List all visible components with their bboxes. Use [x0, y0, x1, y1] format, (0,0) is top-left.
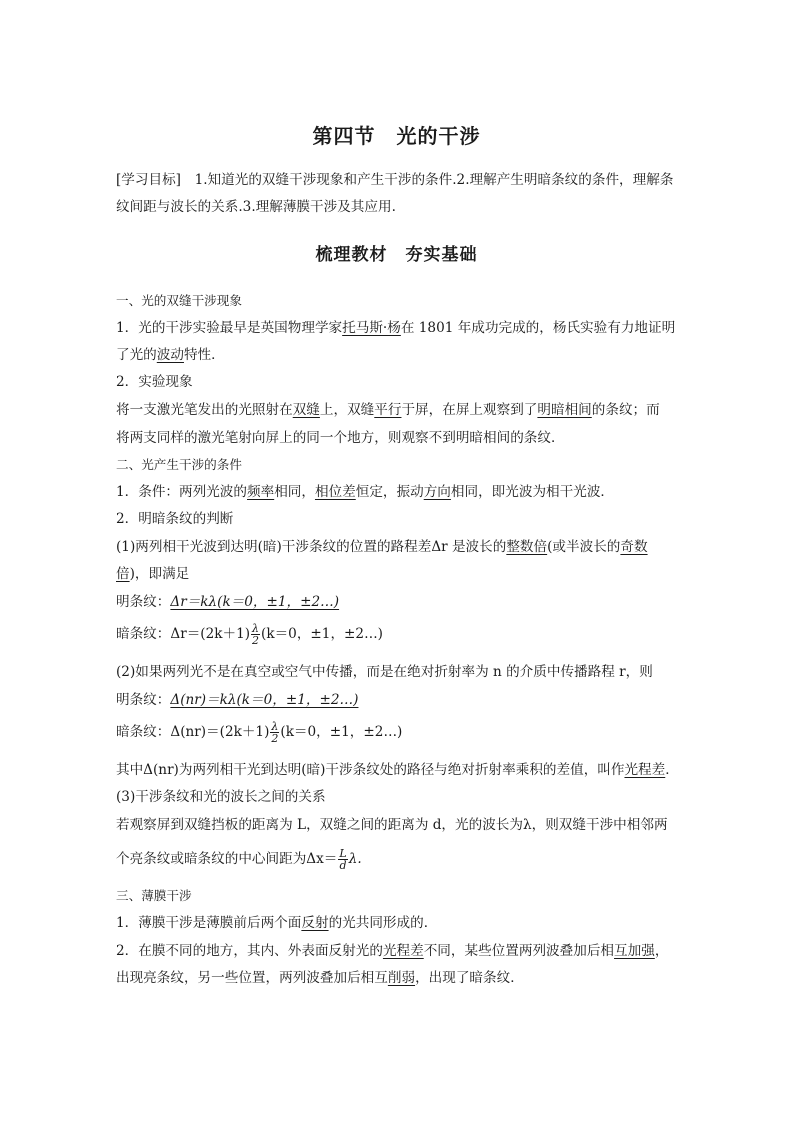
blank-answer: 平行 [374, 402, 402, 418]
fraction: $\frac{\lambda}{2}$ [252, 622, 260, 647]
learning-goals-line-2: 纹间距与波长的关系.3.理解薄膜干涉及其应用. [116, 199, 396, 215]
blank-answer: 奇数 [620, 539, 648, 555]
blank-answer: 倍 [116, 566, 130, 582]
paragraph-spacing-line-1: 若观察屏到双缝挡板的距离为 L，双缝之间的距离为 d，光的波长为λ，则双缝干涉中相邻两 [116, 817, 668, 833]
blank-answer: 托马斯·杨 [342, 320, 401, 336]
paragraph-young-line-1: 1．光的干涉实验最早是英国物理学家托马斯·杨在 1801 年成功完成的，杨氏实验有力地证明 [116, 320, 676, 336]
blank-answer: 波动 [156, 347, 184, 363]
paragraph-fringe-judgement: 2．明暗条纹的判断 [116, 511, 234, 527]
paragraph-conditions: 1．条件：两列光波的频率相同，相位差恒定，振动方向相同，即光波为相干光波． [116, 484, 615, 500]
page-title: 第四节 光的干涉 [312, 124, 481, 148]
blank-answer: Δ(nr)＝kλ(k＝0，±1，±2…) [170, 692, 359, 708]
paragraph-thin-film-1: 1．薄膜干涉是薄膜前后两个面反射的光共同形成的． [116, 915, 438, 931]
fraction: $\frac{\lambda}{2}$ [271, 720, 279, 745]
learning-goals-line-1: [学习目标] 1.知道光的双缝干涉现象和产生干涉的条件.2.理解产生明暗条纹的条件，理解条 [116, 172, 674, 188]
paragraph-thin-film-2-line-2: 出现亮条纹，另一些位置，两列波叠加后相互削弱，出现了暗条纹． [116, 970, 524, 986]
heading-conditions: 二、光产生干涉的条件 [116, 457, 242, 472]
formula-fringe-spacing: 个亮条纹或暗条纹的中心间距为Δx＝ $\frac{L}{d}$ λ. [116, 847, 362, 872]
blank-answer: 光程差 [624, 762, 666, 778]
paragraph-optical-path: 其中Δ(nr)为两列相干光到达明(暗)干涉条纹处的路径与绝对折射率乘积的差值，叫作光程差． [116, 762, 679, 778]
section-title: 梳理教材 夯实基础 [315, 245, 478, 265]
blank-answer: Δr＝kλ(k＝0，±1，±2…) [170, 594, 340, 610]
paragraph-medium: (2)如果两列光不是在真空或空气中传播，而是在绝对折射率为 n 的介质中传播路程 r，则 [116, 664, 653, 680]
heading-thin-film: 三、薄膜干涉 [116, 888, 192, 903]
formula-dark-medium: 暗条纹：Δ(nr)＝(2k＋1) $\frac{\lambda}{2}$ (k＝0，±1，±2…) [116, 720, 403, 745]
blank-answer: 频率 [247, 484, 275, 500]
paragraph-path-difference-line-1: (1)两列相干光波到达明(暗)干涉条纹的位置的路程差Δr 是波长的整数倍(或半波长的奇数 [116, 539, 648, 555]
blank-answer: 光程差 [382, 943, 424, 959]
paragraph-young-line-2: 了光的波动特性． [116, 347, 225, 363]
heading-double-slit: 一、光的双缝干涉现象 [116, 293, 242, 308]
formula-dark-vacuum: 暗条纹：Δr＝(2k＋1) $\frac{\lambda}{2}$ (k＝0，±1，±2…) [116, 622, 383, 647]
blank-answer: 双缝 [292, 402, 320, 418]
blank-answer: 整数倍 [506, 539, 548, 555]
paragraph-phenomenon-heading: 2．实验现象 [116, 374, 193, 390]
blank-answer: 相位差 [314, 484, 356, 500]
paragraph-thin-film-2-line-1: 2．在膜不同的地方，其内、外表面反射光的光程差不同，某些位置两列波叠加后相互加强， [116, 943, 669, 959]
blank-answer: 互加强 [614, 943, 655, 959]
fraction: $\frac{L}{d}$ [339, 847, 347, 872]
formula-bright-vacuum: 明条纹：Δr＝kλ(k＝0，±1，±2…) [116, 594, 340, 610]
formula-bright-medium: 明条纹：Δ(nr)＝kλ(k＝0，±1，±2…) [116, 692, 359, 708]
blank-answer: 明暗相间 [537, 402, 592, 418]
paragraph-path-difference-line-2: 倍)，即满足 [116, 566, 190, 582]
blank-answer: 削弱 [387, 970, 416, 986]
paragraph-spacing-heading: (3)干涉条纹和光的波长之间的关系 [116, 789, 326, 805]
blank-answer: 反射 [301, 915, 329, 931]
blank-answer: 方向 [423, 484, 451, 500]
paragraph-phenomenon-line-1: 将一支激光笔发出的光照射在双缝上，双缝平行于屏，在屏上观察到了明暗相间的条纹；而 [116, 402, 660, 418]
paragraph-phenomenon-line-2: 将两支同样的激光笔射向屏上的同一个地方，则观察不到明暗相间的条纹． [116, 430, 565, 446]
